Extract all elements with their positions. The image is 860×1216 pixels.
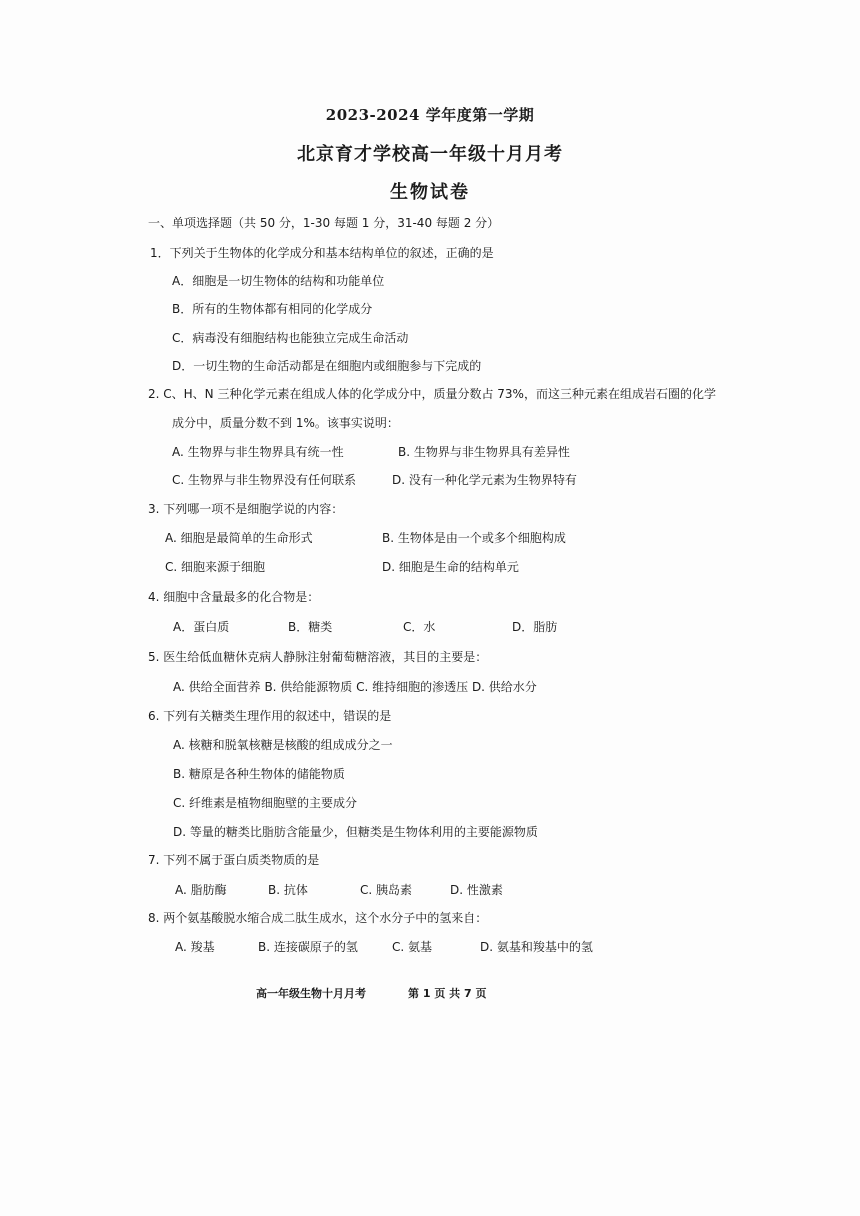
q1-option-a: A．细胞是一切生物体的结构和功能单位: [172, 274, 385, 288]
q7-option-a: A. 脂肪酶: [175, 883, 227, 897]
q8-option-b: B. 连接碳原子的氢: [258, 940, 358, 954]
q2-option-d: D. 没有一种化学元素为生物界特有: [392, 473, 577, 487]
q6-option-a: A. 核糖和脱氧核糖是核酸的组成成分之一: [173, 738, 393, 752]
q5-options: A. 供给全面营养 B. 供给能源物质 C. 维持细胞的渗透压 D. 供给水分: [173, 680, 537, 694]
q4-option-d: D．脂肪: [512, 620, 558, 634]
q8-option-c: C. 氨基: [392, 940, 433, 954]
q8-option-a: A. 羧基: [175, 940, 215, 954]
q6-stem: 6. 下列有关糖类生理作用的叙述中，错误的是: [148, 709, 392, 723]
q2-stem-line2: 成分中，质量分数不到 1%。该事实说明：: [172, 416, 399, 430]
q2-option-b: B. 生物界与非生物界具有差异性: [398, 445, 570, 459]
q7-stem: 7. 下列不属于蛋白质类物质的是: [148, 853, 320, 867]
section-heading: 一、单项选择题（共 50 分，1-30 每题 1 分，31-40 每题 2 分）: [148, 216, 500, 230]
q8-stem: 8. 两个氨基酸脱水缩合成二肽生成水，这个水分子中的氢来自：: [148, 911, 488, 925]
q3-option-d: D. 细胞是生命的结构单元: [382, 560, 519, 574]
q4-option-b: B．糖类: [288, 620, 333, 634]
q3-option-b: B. 生物体是由一个或多个细胞构成: [382, 531, 566, 545]
q4-option-a: A．蛋白质: [173, 620, 230, 634]
q7-option-d: D. 性激素: [450, 883, 503, 897]
q2-option-c: C. 生物界与非生物界没有任何联系: [172, 473, 357, 487]
q3-stem: 3. 下列哪一项不是细胞学说的内容：: [148, 502, 344, 516]
q2-option-a: A. 生物界与非生物界具有统一性: [172, 445, 344, 459]
q2-stem-line1: 2. C、H、N 三种化学元素在组成人体的化学成分中，质量分数占 73%，而这三种元素在组成岩石圈的化学: [148, 387, 716, 401]
q5-stem: 5. 医生给低血糖休克病人静脉注射葡萄糖溶液，其目的主要是：: [148, 650, 488, 664]
q6-option-c: C. 纤维素是植物细胞壁的主要成分: [173, 796, 358, 810]
q4-option-c: C．水: [403, 620, 436, 634]
q7-option-b: B. 抗体: [268, 883, 308, 897]
q4-stem: 4. 细胞中含量最多的化合物是：: [148, 590, 320, 604]
school-exam-title: 北京育才学校高一年级十月月考: [297, 144, 563, 165]
q6-option-d: D. 等量的糖类比脂肪含能量少，但糖类是生物体利用的主要能源物质: [173, 825, 538, 839]
subject-title: 生物试卷: [390, 182, 470, 203]
q6-option-b: B. 糖原是各种生物体的储能物质: [173, 767, 345, 781]
q1-option-b: B．所有的生物体都有相同的化学成分: [172, 302, 373, 316]
q3-option-c: C. 细胞来源于细胞: [165, 560, 266, 574]
q1-option-d: D．一切生物的生命活动都是在细胞内或细胞参与下完成的: [172, 359, 482, 373]
q3-option-a: A. 细胞是最简单的生命形式: [165, 531, 313, 545]
footer-page-number: 第 1 页 共 7 页: [408, 987, 487, 1000]
footer-exam-name: 高一年级生物十月月考: [256, 987, 366, 1000]
q1-option-c: C．病毒没有细胞结构也能独立完成生命活动: [172, 331, 409, 345]
q8-option-d: D. 氨基和羧基中的氢: [480, 940, 593, 954]
q1-stem: 1．下列关于生物体的化学成分和基本结构单位的叙述，正确的是: [150, 246, 494, 260]
q7-option-c: C. 胰岛素: [360, 883, 413, 897]
academic-year-line: 2023-2024 学年度第一学期: [325, 106, 535, 124]
